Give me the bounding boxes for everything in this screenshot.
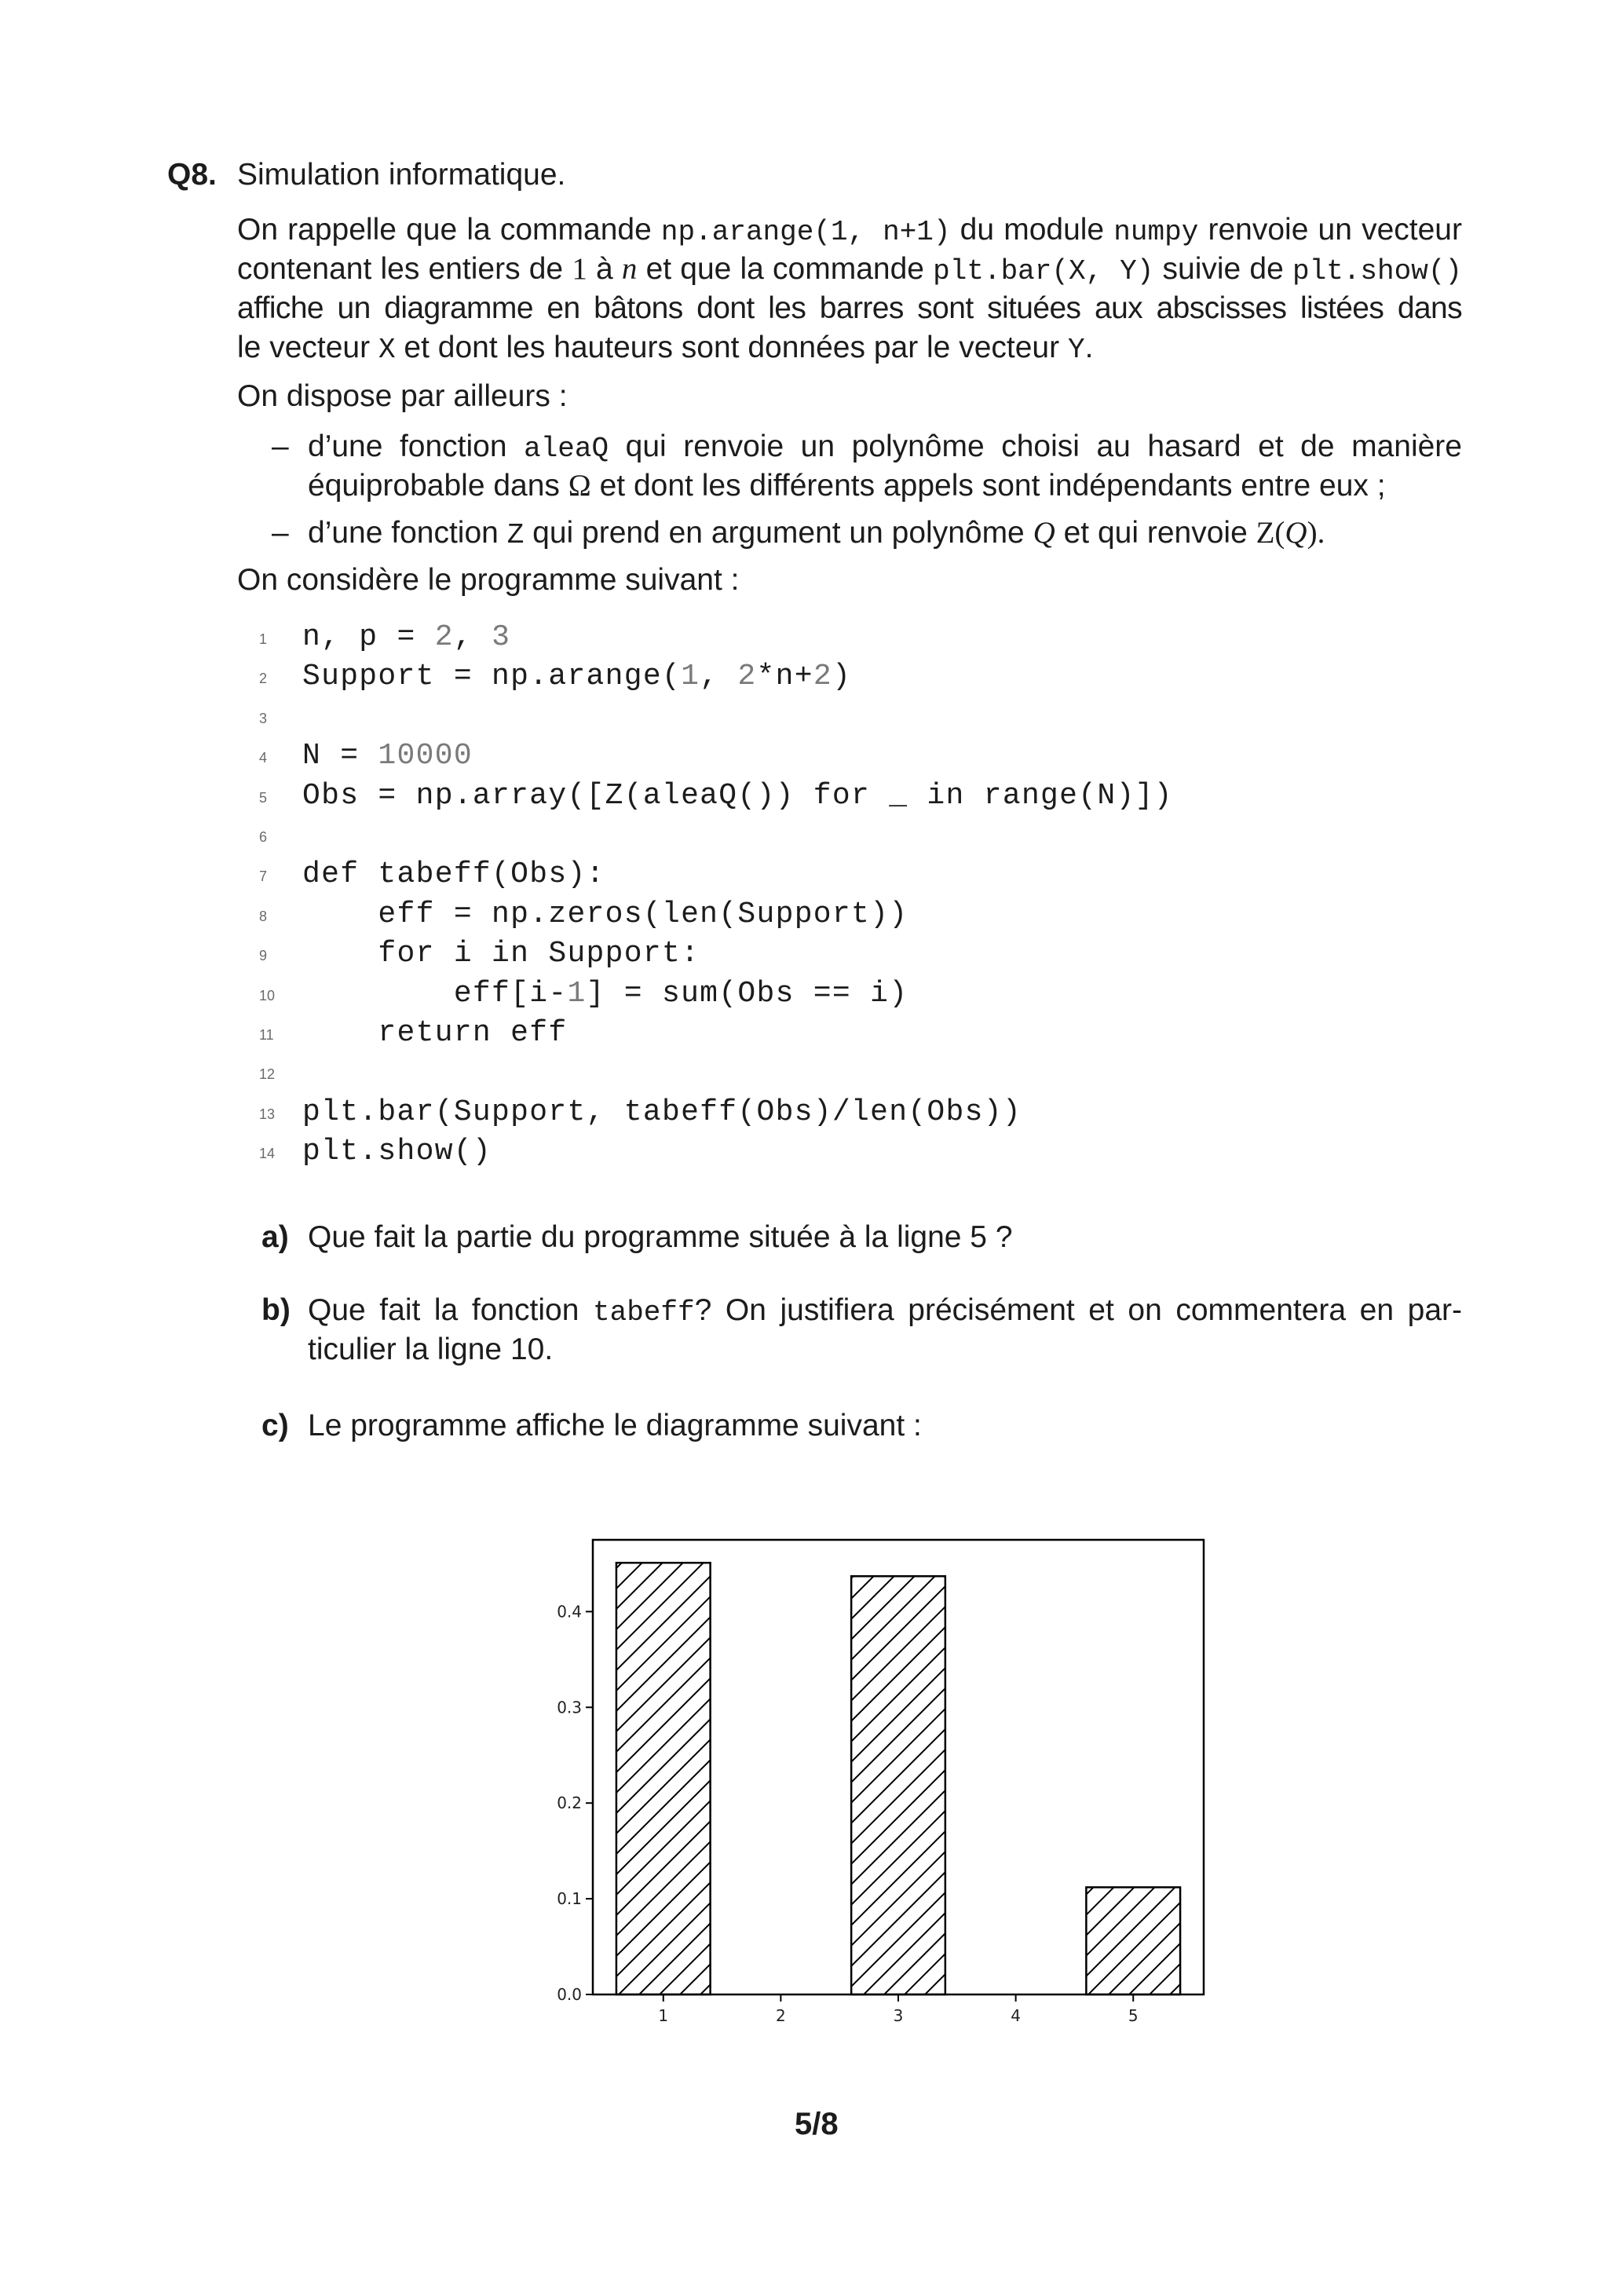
line-number: 5 bbox=[259, 789, 268, 806]
code-plt-show: plt.show() bbox=[1292, 255, 1463, 287]
math-one: 1 bbox=[572, 252, 587, 286]
line-number: 13 bbox=[259, 1106, 276, 1122]
code-text: plt.show() bbox=[302, 1135, 492, 1169]
line-number: 1 bbox=[259, 631, 268, 647]
code-text: eff[i-1] = sum(Obs == i) bbox=[302, 976, 908, 1011]
code-text: n, p = 2, 3 bbox=[302, 620, 511, 654]
chart-bar bbox=[851, 1576, 945, 1994]
x-tick-label: 2 bbox=[776, 2006, 786, 2025]
code-text: plt.bar(Support, tabeff(Obs)/len(Obs)) bbox=[302, 1095, 1022, 1129]
x-tick-label: 3 bbox=[893, 2006, 904, 2025]
line-number: 2 bbox=[259, 671, 268, 687]
subq-b-line-1: Que fait la fonction tabeff? On justifiera précisément et on commentera en par- bbox=[308, 1293, 1462, 1329]
x-tick-label: 1 bbox=[658, 2006, 669, 2025]
y-tick-label: 0.2 bbox=[557, 1793, 582, 1813]
y-tick-label: 0.0 bbox=[557, 1985, 582, 2004]
code-np-arange: np.arange(1, n+1) bbox=[660, 216, 951, 248]
math-ZQ: Z(Q). bbox=[1256, 516, 1325, 550]
code-plt-bar: plt.bar(X, Y) bbox=[933, 255, 1154, 287]
code-text: Support = np.arange(1, 2*n+2) bbox=[302, 660, 852, 694]
y-tick-label: 0.4 bbox=[557, 1602, 582, 1621]
line-number: 3 bbox=[259, 710, 268, 726]
line-number: 8 bbox=[259, 908, 268, 924]
line-number: 7 bbox=[259, 868, 268, 885]
chart-bar bbox=[616, 1563, 711, 1994]
code-text: return eff bbox=[302, 1016, 568, 1050]
question-title: Simulation informatique. bbox=[237, 158, 566, 192]
subq-a-text: Que fait la partie du programme située à la ligne 5 ? bbox=[308, 1220, 1013, 1254]
code-text: eff = np.zeros(len(Support)) bbox=[302, 897, 908, 931]
line-number: 14 bbox=[259, 1146, 276, 1162]
intro-line-4: le vecteur X et dont les hauteurs sont données par le vecteur Y. bbox=[237, 331, 1094, 366]
bullet-2: d’une fonction Z qui prend en argument un polynôme Q et qui renvoie Z(Q). bbox=[308, 516, 1325, 551]
intro-line-2: contenant les entiers de 1 à n et que la commande plt.bar(X, Y) suivie de plt.show() bbox=[237, 252, 1463, 287]
code-Y: Y bbox=[1067, 334, 1085, 366]
bullet-1-line-1: d’une fonction aleaQ qui renvoie un polynôme choisi au hasard et de manière bbox=[308, 430, 1462, 465]
bullet-1-line-2: équiprobable dans Ω et dont les différents appels sont indépendants entre eux ; bbox=[308, 469, 1386, 503]
math-Q: Q bbox=[1033, 516, 1055, 550]
intro-line-1: On rappelle que la commande np.arange(1, n+1) du module numpy renvoie un vecteur bbox=[237, 213, 1462, 248]
code-aleaQ: aleaQ bbox=[524, 433, 609, 465]
bullet-dash-1: – bbox=[272, 430, 289, 463]
chart-x-axis bbox=[658, 1994, 1138, 2025]
subq-b-label: b) bbox=[261, 1293, 291, 1327]
chart-bars bbox=[616, 1563, 1180, 1994]
context-lead: On dispose par ailleurs : bbox=[237, 379, 568, 413]
y-tick-label: 0.3 bbox=[557, 1698, 582, 1717]
line-number: 6 bbox=[259, 829, 268, 845]
line-number: 9 bbox=[259, 948, 268, 964]
x-tick-label: 4 bbox=[1011, 2006, 1021, 2025]
omega-symbol: Ω bbox=[568, 469, 591, 503]
code-text: def tabeff(Obs): bbox=[302, 857, 605, 892]
math-n: n bbox=[621, 252, 638, 286]
line-number: 12 bbox=[259, 1066, 276, 1083]
subq-b-line-2: ticulier la ligne 10. bbox=[308, 1333, 554, 1366]
code-text: for i in Support: bbox=[302, 937, 700, 971]
subq-c-text: Le programme affiche le diagramme suivant : bbox=[308, 1409, 922, 1442]
code-numpy: numpy bbox=[1113, 216, 1199, 248]
y-tick-label: 0.1 bbox=[557, 1889, 582, 1909]
line-number: 11 bbox=[259, 1027, 274, 1043]
chart-y-axis bbox=[557, 1602, 593, 2004]
program-lead: On considère le programme suivant : bbox=[237, 563, 740, 597]
code-tabeff: tabeff bbox=[593, 1296, 695, 1329]
line-number: 4 bbox=[259, 750, 268, 766]
subq-c-label: c) bbox=[261, 1409, 289, 1442]
code-text: Obs = np.array([Z(aleaQ()) for _ in range(N)]) bbox=[302, 778, 1173, 813]
subq-a-label: a) bbox=[261, 1220, 289, 1254]
question-number: Q8. bbox=[167, 158, 217, 192]
bullet-dash-2: – bbox=[272, 516, 289, 550]
chart-bar bbox=[1086, 1887, 1180, 1994]
intro-line-3: affiche un diagramme en bâtons dont les barres sont situées aux abscisses listées dans bbox=[237, 291, 1462, 325]
code-Z: Z bbox=[506, 519, 525, 551]
code-X: X bbox=[378, 334, 396, 366]
x-tick-label: 5 bbox=[1128, 2006, 1139, 2025]
code-text: N = 10000 bbox=[302, 739, 473, 773]
line-number: 10 bbox=[259, 987, 276, 1004]
page-number: 5/8 bbox=[795, 2107, 839, 2141]
